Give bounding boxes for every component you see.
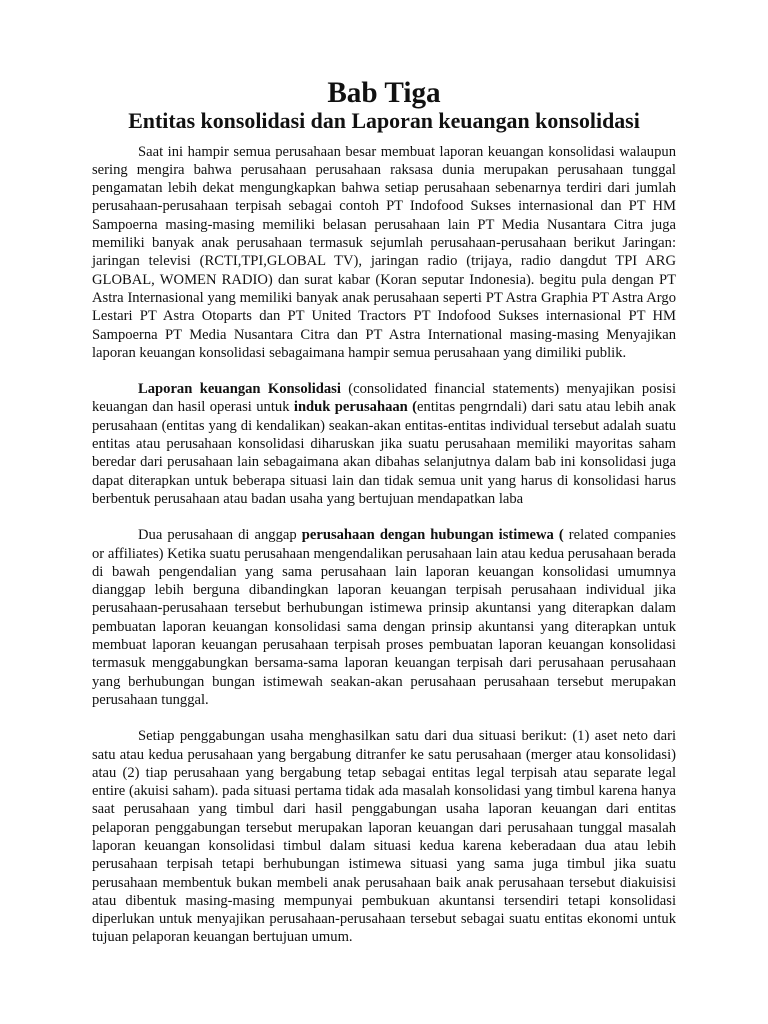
paragraph-text: Dua perusahaan di anggap (138, 527, 302, 544)
paragraph-text: entitas pengrndali) dari satu atau lebih anak perusahaan (entitas yang di kendalikan) seakan-akan entitas-entitas individual tersebut adalah suatu entitas atau perusahaan konsolidasi diharuskan jika suatu perusahaan memiliki mayoritas saham beredar dari perusahaan lain sebagaimana akan dibahas selanjutnya dalam bab ini konsolidasi juga dapat diterapkan untuk beberapa situasi lain dan tidak semua unit yang harus di konsolidasi harus berbentuk perusahaan atau badan usaha yang bertujuan mendapatkan laba (92, 399, 676, 507)
document-page (92, 77, 676, 965)
paragraph-text: related companies or affiliates) Ketika suatu perusahaan mengendalikan perusahaan lain atau kedua perusahaan berada di bawah pengendalian yang sama perusahaan lain laporan keuangan konsolidasi umumnya dianggap lebih berguna dibandingkan laporan keuangan terpisah perusahaan individual jika perusahaan-perusahaan tersebut berhubungan istimewa prinsip akuntansi yang diterapkan dalam pembuatan laporan keuangan konsolidasi sama dengan prinsip akuntansi yang diterapkan untuk membuat laporan keuangan perusahaan terpisah proses pembuatan laporan keuangan konsolidasi termasuk menggabungkan bersama-sama laporan keuangan terpisah dari perusahaan perusahaan yang berhubungan bungan istimewah seakan-akan perusahaan perusahaan tersebut merupakan perusahaan tunggal. (92, 527, 676, 708)
chapter-heading: Bab Tiga (327, 77, 441, 109)
paragraph-consolidated-statements (92, 380, 676, 508)
chapter-subtitle: Entitas konsolidasi dan Laporan keuangan konsolidasi (128, 108, 640, 134)
term-related-companies: perusahaan dengan hubungan istimewa ( (301, 527, 564, 544)
term-consolidated-statements: Laporan keuangan Konsolidasi (138, 381, 341, 398)
term-parent-company: induk perusahaan ( (293, 399, 418, 416)
paragraph-related-companies (92, 526, 676, 709)
paragraph-intro: Saat ini hampir semua perusahaan besar membuat laporan keuangan konsolidasi walaupun sering mengira bahwa perusahaan perusahaan raksasa dunia merupakan perusahaan tunggal pengamatan lebih dekat mengungkapkan bahwa setiap perusahaan sebenarnya terdiri dari jumlah perusahaan-perusahaan terpisah sebagai contoh PT Indofood Sukses internasional dan PT HM Sampoerna masing-masing memiliki belasan perusahaan lain PT Media Nusantara Citra juga memiliki banyak anak perusahaan termasuk sejumlah perusahaan-perusahaan berikut Jaringan: jaringan televisi (RCTI,TPI,GLOBAL TV), jaringan radio (trijaya, radio dangdut TPI ARG GLOBAL, WOMEN RADIO) dan surat kabar (Koran seputar Indonesia). begitu pula dengan PT Astra Internasional yang memiliki banyak anak perusahaan seperti PT Astra Graphia PT Astra Argo Lestari PT Astra Otoparts dan PT United Tractors PT Indofood Sukses internasional PT HM Sampoerna PT Media Nusantara Citra dan PT Astra International masing-masing Menyajikan laporan keuangan konsolidasi sebagaimana hampir semua perusahaan yang dimiliki publik. (92, 143, 676, 361)
paragraph-business-combination: Setiap penggabungan usaha menghasilkan satu dari dua situasi berikut: (1) aset neto dari satu atau kedua perusahaan yang bergabung ditranfer ke satu perusahaan (merger atau konsolidasi) atau (2) tiap perusahaan yang bergabung tetap sebagai entitas legal terpisah atau separate legal entire (akuisi saham). pada situasi pertama tidak ada masalah konsolidasi yang timbul karena hanya saat perusahaan yang timbul dari hasil penggabungan usaha laporan keuangan dari entitas pelaporan penggabungan tersebut merupakan laporan keuangan dari perusahaan tunggal masalah laporan keuangan konsolidasi timbul dalam situasi kedua karena keberadaan dua atau lebih perusahaan terpisah tetapi berhubungan istimewa situasi yang sama juga timbul jika suatu perusahaan membentuk bukan membeli anak perusahaan baik anak perusahaan tersebut diakuisisi atau dibentuk masing-masing mempunyai pembukuan akuntansi tersendiri tetapi konsolidasi diperlukan untuk menyajikan perusahaan-perusahaan tersebut sebagai suatu entitas ekonomi untuk tujuan pelaporan keuangan bertujuan umum. (92, 728, 676, 946)
paragraph-text: (consolidated financial statements) menyajikan posisi keuangan dan hasil operasi untuk (92, 381, 676, 416)
